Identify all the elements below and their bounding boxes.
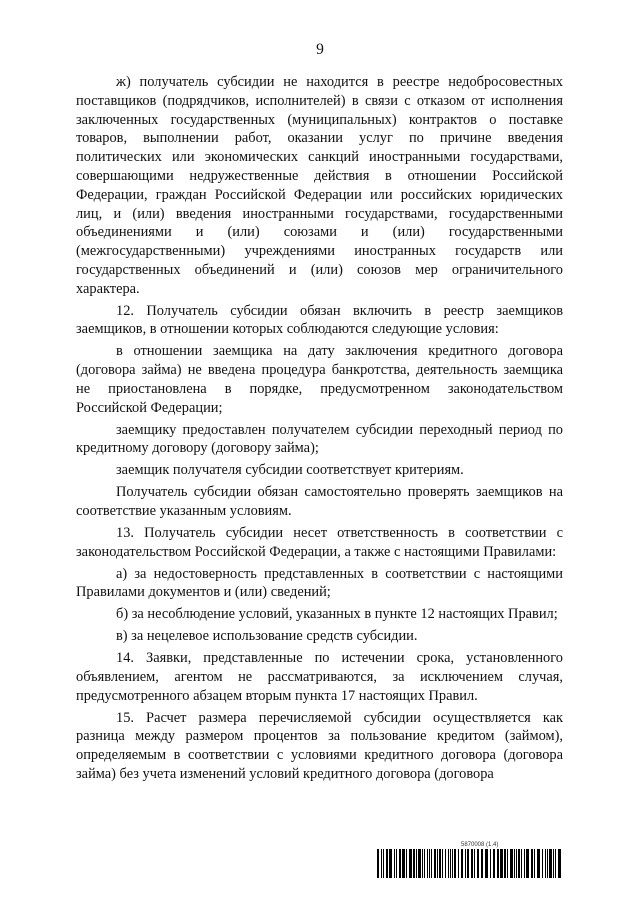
paragraph-13v: в) за нецелевое использование средств субсидии. <box>116 628 418 645</box>
paragraph-15-subsidy-calculation: 15. Расчет размера перечисляемой субсидии осуществляется как разница между размером процентов за пользование кредитом (займом), определяемым в соответствии с условиями кредитного договора (договора займа) без учета изменений условий кредитного договора (договора <box>76 709 563 782</box>
paragraph-13a: а) за недостоверность представленных в соответствии с настоящими Правилами документов и (или) сведений; <box>76 565 563 601</box>
paragraph-zh-sanctions: ж) получатель субсидии не находится в реестре недобросовестных поставщиков (подрядчиков, исполнителей) в связи с отказом от исполнения заключенных государственных (муниципальных) контрактов о поставке товаров, выполнении работ, оказании услуг по причине введения политических или экономических санкций иностранными государствами, совершающими недружественные действия в отношении Российской Федерации, граждан Российской Федерации или российских юридических лиц, и (или) введения иностранными государствами, государственными объединениями и (или) союзами и (или) государственными (межгосударственными) учреждениями иностранных государств или государственных объединений и (или) союзов мер ограничительного характера. <box>76 74 563 297</box>
paragraph-condition-bankruptcy: в отношении заемщика на дату заключения кредитного договора (договора займа) не введена процедура банкротства, деятельность заемщика не приостановлена в порядке, предусмотренном законодательством Российской Федерации; <box>76 343 563 416</box>
paragraph-13-responsibility: 13. Получатель субсидии несет ответственность в соответствии с законодательством Российской Федерации, а также с настоящими Правилами: <box>76 524 563 560</box>
regulation-text <box>76 73 563 784</box>
page-number: 9 <box>316 41 324 58</box>
paragraph-14-late-applications: 14. Заявки, представленные по истечении срока, установленного объявлением, агентом не рассматриваются, за исключением случая, предусмотренного абзацем вторым пункта 17 настоящих Правил. <box>76 650 563 704</box>
document-code: 5870008 (1.4) <box>461 842 499 848</box>
paragraph-self-check: Получатель субсидии обязан самостоятельно проверять заемщиков на соответствие указанным условиям. <box>76 484 563 519</box>
paragraph-condition-criteria: заемщик получателя субсидии соответствует критериям. <box>116 462 464 479</box>
paragraph-condition-transition-period: заемщику предоставлен получателем субсидии переходный период по кредитному договору (договору займа); <box>76 421 563 457</box>
paragraph-13b: б) за несоблюдение условий, указанных в пункте 12 настоящих Правил; <box>116 606 558 623</box>
paragraph-12-borrower-registry: 12. Получатель субсидии обязан включить в реестр заемщиков заемщиков, в отношении которых соблюдаются следующие условия: <box>76 302 563 338</box>
barcode-icon <box>377 849 564 878</box>
